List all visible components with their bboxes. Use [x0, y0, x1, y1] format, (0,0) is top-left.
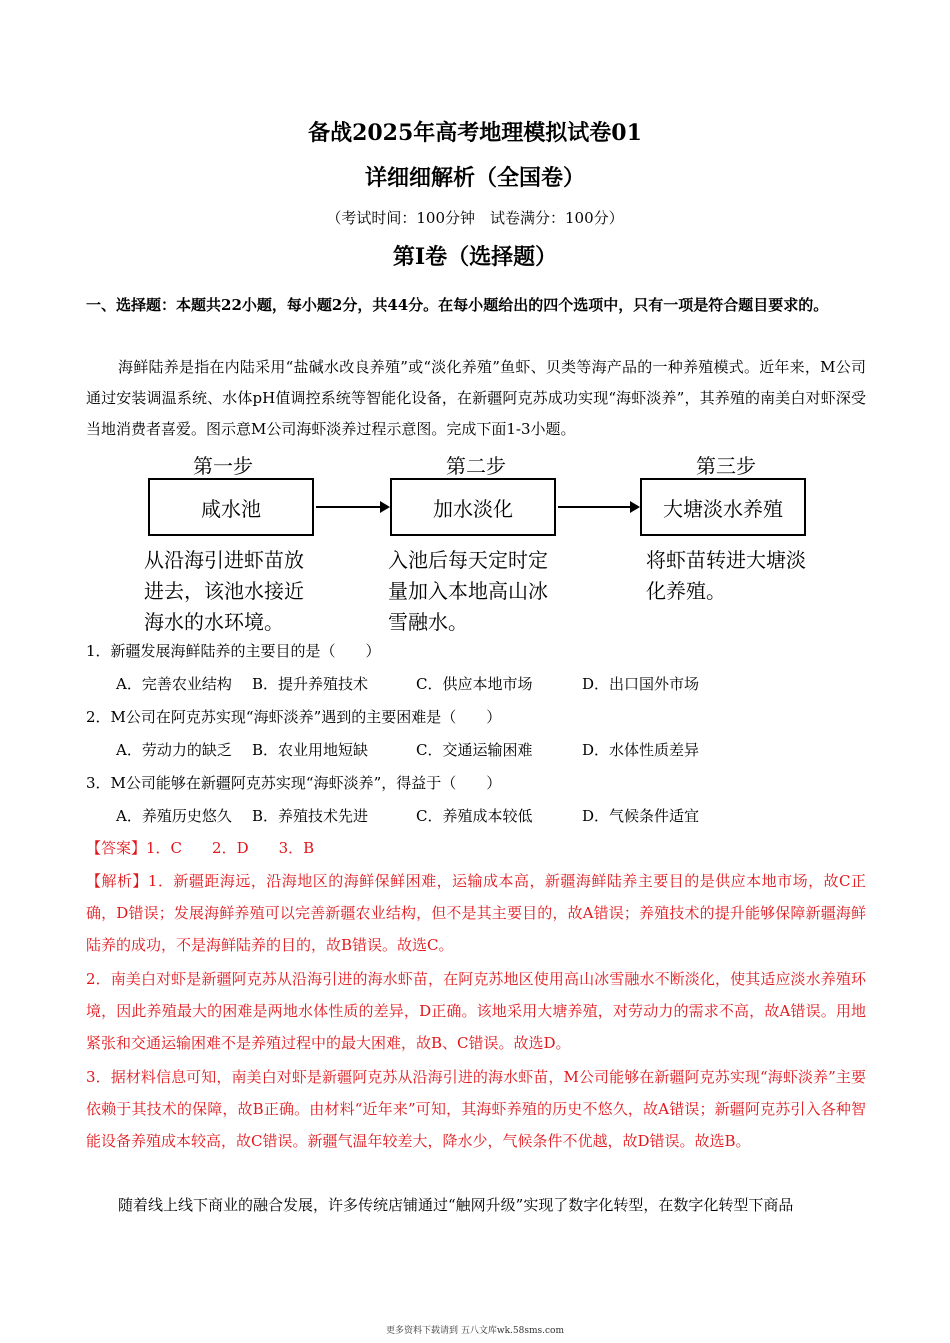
analysis-paragraph-3: 3．据材料信息可知，南美白对虾是新疆阿克苏从沿海引进的海水虾苗，M公司能够在新疆阿克苏实现“海虾淡养”主要依赖于其技术的保障，故B正确。由材料“近年来”可知，其海虾养殖的历史不悠久，故A错误；新疆阿克苏引入各种智能设备养殖成本较高，故C错误。新疆气温年较差大，降水少，气候条件不优越，故D错误。故选B。 [86, 1068, 866, 1150]
answer-line [86, 832, 866, 864]
option-d: D．水体性质差异 [582, 741, 700, 759]
step-3-label: 第三步 [696, 454, 756, 478]
answer-text: 1．C 2．D 3．B [146, 839, 315, 857]
step-2-box-text: 加水淡化 [433, 496, 513, 521]
process-diagram [144, 450, 828, 640]
option-c: C．供应本地市场 [416, 675, 533, 693]
part-title: 第I卷（选择题） [392, 244, 558, 270]
exam-title: 备战2025年高考地理模拟试卷01 [308, 120, 642, 146]
analysis-text-1: 1．新疆距海远，沿海地区的海鲜保鲜困难，运输成本高，新疆海鲜陆养主要目的是供应本地市场，故C正确，D错误；发展海鲜养殖可以完善新疆农业结构，但不是其主要目的，故A错误；养殖技术的提升能够保障新疆海鲜陆养的成功，不是海鲜陆养的目的，故B错误。故选C。 [86, 872, 866, 954]
step-1-box-text: 咸水池 [201, 496, 261, 521]
option-b: B．提升养殖技术 [252, 675, 369, 693]
option-d: D．出口国外市场 [582, 675, 700, 693]
option-a: A．完善农业结构 [116, 675, 232, 693]
question-2-stem: 2．M公司在阿克苏实现“海虾淡养”遇到的主要困难是（ ） [86, 708, 502, 726]
question-2-options [116, 739, 816, 761]
exam-subtitle-analysis: 详细细解析（全国卷） [364, 165, 585, 191]
question-3-stem: 3．M公司能够在新疆阿克苏实现“海虾淡养”，得益于（ ） [86, 774, 502, 792]
option-a: A．劳动力的缺乏 [116, 741, 232, 759]
material-paragraph-2: 随着线上线下商业的融合发展，许多传统店铺通过“触网升级”实现了数字化转型，在数字化转型下商品 [118, 1196, 794, 1214]
step-2-desc: 入池后每天定时定量加入本地高山冰雪融水。 [388, 548, 548, 634]
option-c: C．养殖成本较低 [416, 807, 533, 825]
option-a: A．养殖历史悠久 [116, 807, 232, 825]
option-b: B．农业用地短缺 [252, 741, 369, 759]
step-1-label: 第一步 [193, 454, 253, 478]
step-3-box [640, 478, 806, 536]
step-1-box [148, 478, 314, 536]
step-2-label: 第二步 [446, 454, 506, 478]
option-d: D．气候条件适宜 [582, 807, 700, 825]
question-1-options [116, 673, 816, 695]
question-3-options [116, 805, 816, 827]
option-b: B．养殖技术先进 [252, 807, 369, 825]
analysis-paragraph-2: 2．南美白对虾是新疆阿克苏从沿海引进的海水虾苗，在阿克苏地区使用高山冰雪融水不断淡化，使其适应淡水养殖环境，因此养殖最大的困难是两地水体性质的差异，D正确。该地采用大塘养殖，对劳动力的需求不高，故A错误。用地紧张和交通运输困难不是养殖过程中的最大困难，故B、C错误。故选D。 [86, 970, 866, 1052]
analysis-label: 【解析】 [86, 872, 148, 890]
answer-label: 【答案】 [86, 839, 147, 857]
material-paragraph-1: 海鲜陆养是指在内陆采用“盐碱水改良养殖”或“淡化养殖”鱼虾、贝类等海产品的一种养殖模式。近年来，M公司通过安装调温系统、水体pH值调控系统等智能化设备，在新疆阿克苏成功实现“海虾淡养”，其养殖的南美白对虾深受当地消费者喜爱。图示意M公司海虾淡养过程示意图。完成下面1-3小题。 [86, 358, 866, 438]
question-1-stem: 1．新疆发展海鲜陆养的主要目的是（ ） [86, 642, 381, 660]
step-3-desc: 将虾苗转进大塘淡化养殖。 [646, 548, 806, 603]
step-3-box-text: 大塘淡水养殖 [663, 496, 783, 521]
section-instruction: 一、选择题：本题共22小题，每小题2分，共44分。在每小题给出的四个选项中，只有一项是符合题目要求的。 [86, 296, 829, 314]
page-footer: 更多资料下载请到 五八文库wk.58sms.com [386, 1326, 564, 1336]
analysis-paragraph-1 [86, 865, 866, 961]
step-1-desc: 从沿海引进虾苗放进去，该池水接近海水的水环境。 [144, 548, 304, 634]
arrow-2 [558, 506, 638, 508]
arrow-1 [316, 506, 388, 508]
option-c: C．交通运输困难 [416, 741, 533, 759]
step-2-box [390, 478, 556, 536]
exam-time-info: （考试时间：100分钟 试卷满分：100分） [326, 209, 624, 227]
